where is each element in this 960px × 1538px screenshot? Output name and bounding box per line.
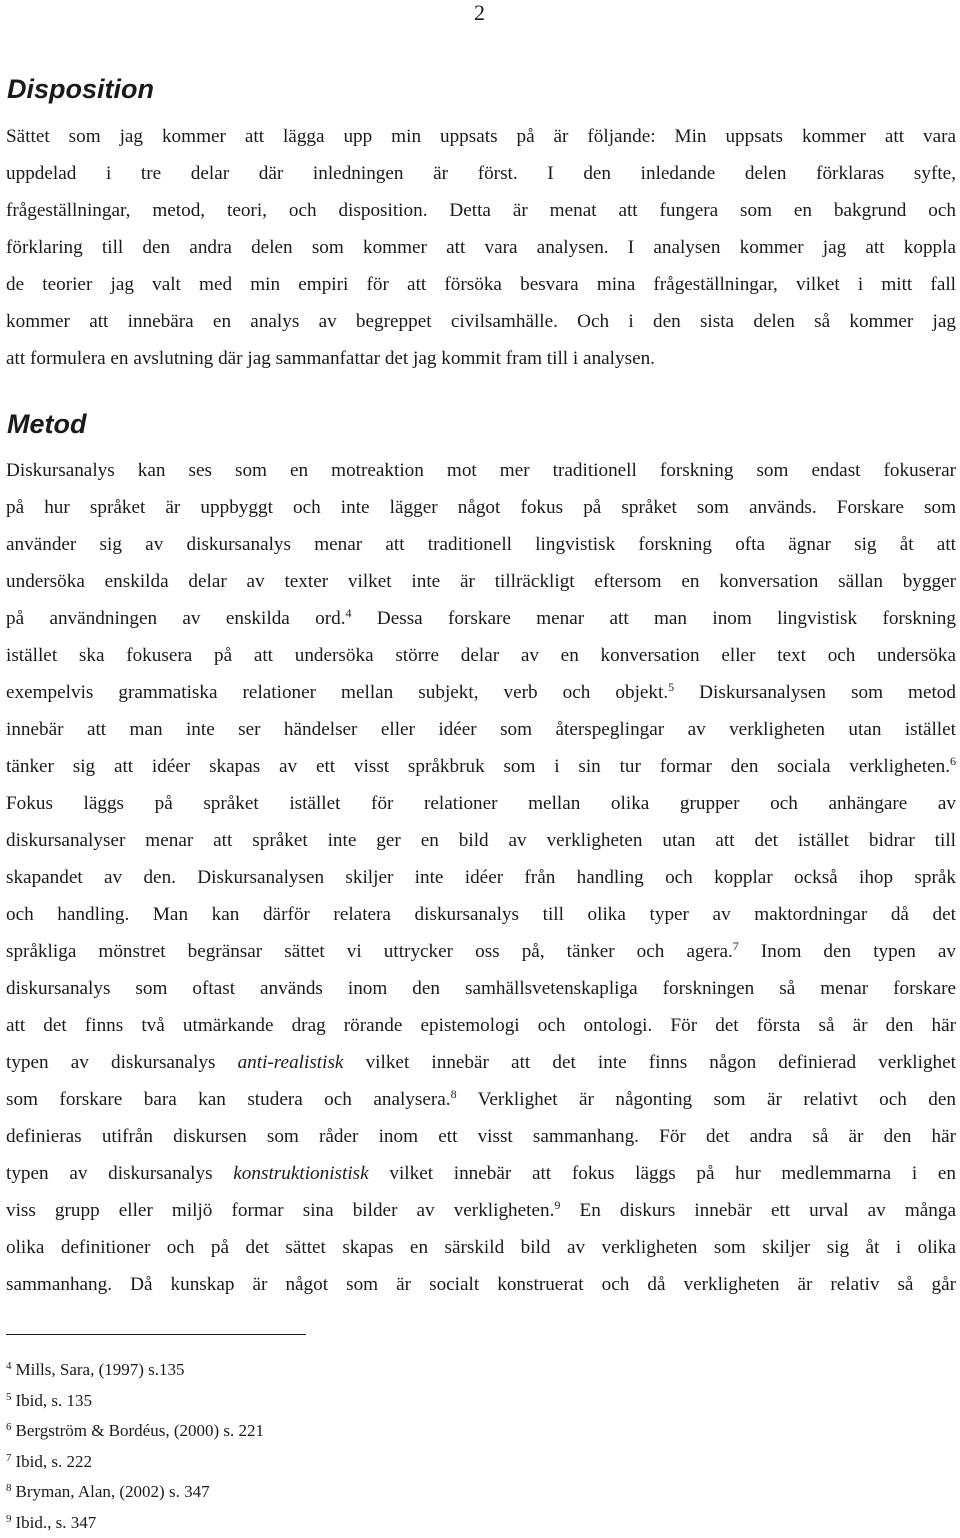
footnote-ref[interactable]: 4 — [346, 606, 352, 620]
footnote-text: Bryman, Alan, (2002) s. 347 — [16, 1482, 210, 1501]
paragraph-disposition — [6, 118, 956, 377]
footnote-number: 6 — [6, 1421, 12, 1433]
text-line — [6, 748, 956, 785]
text-line: undersöka enskilda delar av texter vilket inte är tillräckligt eftersom en konversation sällan bygger — [6, 563, 956, 600]
footnote-item — [6, 1355, 264, 1386]
text-line: Diskursanalys kan ses som en motreaktion mot mer traditionell forskning som endast fokuserar — [6, 452, 956, 489]
text-line: uppdelad i tre delar där inledningen är först. I den inledande delen förklaras syfte, — [6, 155, 956, 192]
text-segment: typen av diskursanalys — [6, 1163, 233, 1184]
footnote-number: 5 — [6, 1391, 12, 1403]
text-segment: vilket innebär att det inte finns någon definierad verklighet — [343, 1052, 956, 1073]
text-line — [6, 1192, 956, 1229]
text-segment: vilket innebär att fokus läggs på hur medlemmarna i en — [369, 1163, 956, 1184]
footnote-item — [6, 1447, 264, 1478]
paragraph-metod — [6, 452, 956, 1303]
text-segment: Inom den typen av — [739, 941, 956, 962]
footnote-ref[interactable]: 5 — [668, 680, 674, 694]
text-segment: viss grupp eller miljö formar sina bilder av verkligheten. — [6, 1200, 554, 1221]
text-line: och handling. Man kan därför relatera diskursanalys till olika typer av maktordningar då det — [6, 896, 956, 933]
text-segment: Verklighet är någonting som är relativt och den — [457, 1089, 956, 1110]
footnote-item — [6, 1416, 264, 1447]
text-line: innebär att man inte ser händelser eller idéer som återspeglingar av verkligheten utan istället — [6, 711, 956, 748]
text-line: de teorier jag valt med min empiri för att försöka besvara mina frågeställningar, vilket i mitt fall — [6, 266, 956, 303]
text-line: sammanhang. Då kunskap är något som är socialt konstruerat och då verkligheten är relativ så går — [6, 1266, 956, 1303]
footnote-ref[interactable]: 6 — [950, 754, 956, 768]
text-line: frågeställningar, metod, teori, och disposition. Detta är menat att fungera som en bakgrund och — [6, 192, 956, 229]
text-line: förklaring till den andra delen som kommer att vara analysen. I analysen kommer jag att koppla — [6, 229, 956, 266]
footnote-ref[interactable]: 7 — [733, 939, 739, 953]
text-segment: tänker sig att idéer skapas av ett visst språkbruk som i sin tur formar den sociala verkligheten. — [6, 756, 950, 777]
footnote-number: 8 — [6, 1482, 12, 1494]
footnote-number: 4 — [6, 1360, 12, 1372]
footnote-item — [6, 1477, 264, 1508]
text-line: diskursanalys som oftast används inom den samhällsvetenskapliga forskningen så menar forskare — [6, 970, 956, 1007]
text-line: kommer att innebära en analys av begreppet civilsamhälle. Och i den sista delen så kommer jag — [6, 303, 956, 340]
footnote-divider — [6, 1334, 306, 1335]
text-line: använder sig av diskursanalys menar att traditionell lingvistisk forskning ofta ägnar sig åt att — [6, 526, 956, 563]
text-line: diskursanalyser menar att språket inte ger en bild av verkligheten utan att det istället bidrar till — [6, 822, 956, 859]
text-segment: exempelvis grammatiska relationer mellan subjekt, verb och objekt. — [6, 682, 668, 703]
text-line — [6, 674, 956, 711]
italic-term: anti-realistisk — [238, 1052, 344, 1073]
text-line: att det finns två utmärkande drag rörande epistemologi och ontologi. För det första så är den här — [6, 1007, 956, 1044]
text-segment: Dessa forskare menar att man inom lingvistisk forskning — [352, 608, 956, 629]
text-line: på hur språket är uppbyggt och inte lägger något fokus på språket som används. Forskare som — [6, 489, 956, 526]
footnote-number: 7 — [6, 1452, 12, 1464]
footnote-number: 9 — [6, 1513, 12, 1525]
text-line: Sättet som jag kommer att lägga upp min uppsats på är följande: Min uppsats kommer att vara — [6, 118, 956, 155]
text-line: att formulera en avslutning där jag sammanfattar det jag kommit fram till i analysen. — [6, 340, 956, 377]
footnote-text: Bergström & Bordéus, (2000) s. 221 — [16, 1421, 265, 1440]
footnote-text: Ibid, s. 222 — [16, 1452, 93, 1471]
text-line: definieras utifrån diskursen som råder inom ett visst sammanhang. För det andra så är den här — [6, 1118, 956, 1155]
text-line — [6, 1155, 956, 1192]
footnote-item — [6, 1386, 264, 1417]
italic-term: konstruktionistisk — [233, 1163, 368, 1184]
text-line: Fokus läggs på språket istället för relationer mellan olika grupper och anhängare av — [6, 785, 956, 822]
footnote-ref[interactable]: 8 — [451, 1087, 457, 1101]
footnote-item — [6, 1508, 264, 1538]
footnote-ref[interactable]: 9 — [554, 1198, 560, 1212]
text-line — [6, 933, 956, 970]
section-heading-disposition: Disposition — [7, 73, 154, 105]
footnote-text: Ibid, s. 135 — [16, 1391, 93, 1410]
text-line: olika definitioner och på det sättet skapas en särskild bild av verkligheten som skiljer sig åt i olika — [6, 1229, 956, 1266]
text-segment: En diskurs innebär ett urval av många — [560, 1200, 956, 1221]
text-segment: språkliga mönstret begränsar sättet vi uttrycker oss på, tänker och agera. — [6, 941, 733, 962]
text-line: istället ska fokusera på att undersöka större delar av en konversation eller text och undersöka — [6, 637, 956, 674]
text-line — [6, 1044, 956, 1081]
text-line: skapandet av den. Diskursanalysen skiljer inte idéer från handling och kopplar också ihop språk — [6, 859, 956, 896]
section-heading-metod: Metod — [7, 408, 86, 440]
text-segment: typen av diskursanalys — [6, 1052, 238, 1073]
text-segment: Diskursanalysen som metod — [674, 682, 956, 703]
page-number: 2 — [474, 0, 485, 26]
text-line — [6, 1081, 956, 1118]
footnote-text: Ibid., s. 347 — [16, 1513, 97, 1532]
text-segment: som forskare bara kan studera och analysera. — [6, 1089, 451, 1110]
footnote-list — [6, 1355, 264, 1538]
text-line — [6, 600, 956, 637]
text-segment: på användningen av enskilda ord. — [6, 608, 346, 629]
footnote-text: Mills, Sara, (1997) s.135 — [16, 1360, 185, 1379]
